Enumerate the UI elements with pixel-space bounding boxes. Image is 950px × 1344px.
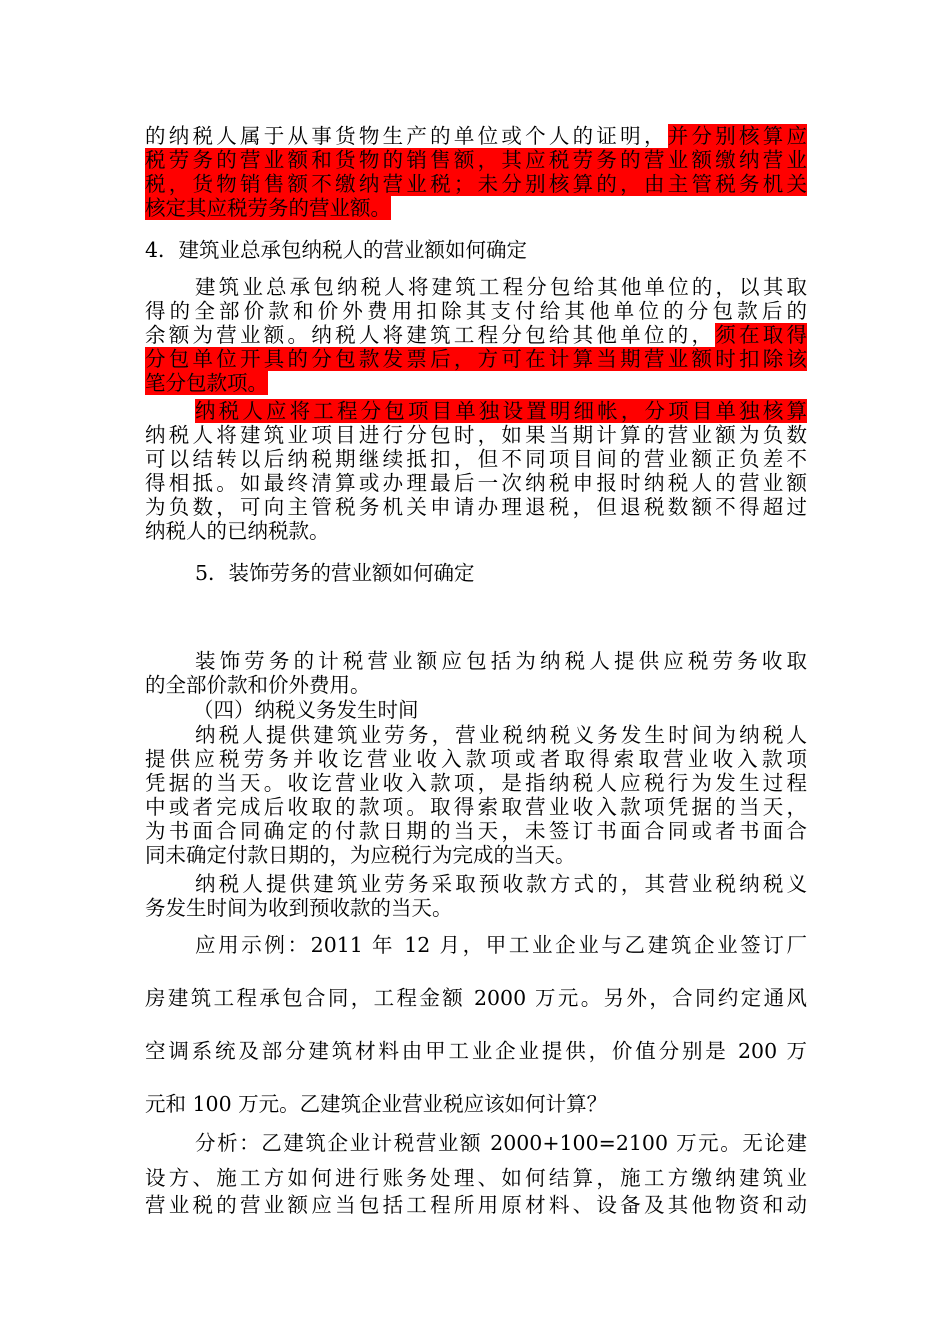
text-line: 元和 100 万元。乙建筑企业营业税应该如何计算？ (145, 1092, 608, 1116)
text-line (145, 371, 807, 395)
highlighted-text: 须在取得 (715, 323, 808, 347)
text-line: 纳税人的已纳税款。 (145, 519, 330, 543)
text-line: 为负数，可向主管税务机关申请办理退税，但退税数额不得超过 (145, 495, 807, 519)
highlighted-text: 笔分包款项。 (145, 371, 268, 395)
highlighted-text: 纳税人应将工程分包项目单独设置明细帐，分项目单独核算 (195, 399, 807, 423)
text-line: 可以结转以后纳税期继续抵扣，但不同项目间的营业额正负差不 (145, 447, 807, 471)
text-line: 凭据的当天。收讫营业收入款项，是指纳税人应税行为发生过程 (145, 771, 807, 795)
text-line: 建筑业总承包纳税人将建筑工程分包给其他单位的，以其取 (195, 275, 807, 299)
text-line: 提供应税劳务并收讫营业收入款项或者取得索取营业收入款项 (145, 747, 807, 771)
paragraph-4 (145, 649, 807, 697)
highlighted-text: 分包单位开具的分包款发票后，方可在计算当期营业额时扣除该 (145, 347, 807, 371)
text-line: 纳税人提供建筑业劳务，营业税纳税义务发生时间为纳税人 (195, 723, 807, 747)
highlighted-text: 税，货物销售额不缴纳营业税；未分别核算的，由主管税务机关 (145, 172, 807, 196)
highlighted-text: 税劳务的营业额和货物的销售额，其应税劳务的营业额缴纳营业 (145, 148, 807, 172)
text-line (145, 196, 807, 220)
text-line (145, 172, 807, 196)
text-line: 得相抵。如最终清算或办理最后一次纳税申报时纳税人的营业额 (145, 471, 807, 495)
paragraph-5 (145, 723, 807, 867)
text-line: 的纳税人属于从事货物生产的单位或个人的证明，并分别核算应 (145, 124, 807, 148)
text-line: 纳税人提供建筑业劳务采取预收款方式的，其营业税纳税义 (195, 872, 807, 896)
text-line: 房建筑工程承包合同，工程金额 2000 万元。另外，合同约定通风 (145, 986, 807, 1010)
paragraph-2 (145, 275, 807, 395)
text-line: 同未确定付款日期的，为应税行为完成的当天。 (145, 843, 576, 867)
text-line: 装饰劳务的计税营业额应包括为纳税人提供应税劳务收取 (195, 649, 807, 673)
text-line: 中或者完成后收取的款项。取得索取营业收入款项凭据的当天， (145, 795, 807, 819)
text-line: 务发生时间为收到预收款的当天。 (145, 896, 453, 920)
text-line: 纳税人将建筑业项目进行分包时，如果当期计算的营业额为负数 (145, 423, 807, 447)
paragraph-1 (145, 124, 807, 220)
text-line (145, 148, 807, 172)
text-line (145, 347, 807, 371)
text-line: 分析：乙建筑企业计税营业额 2000+100=2100 万元。无论建 (195, 1131, 807, 1155)
text-line: 为书面合同确定的付款日期的当天，未签订书面合同或者书面合 (145, 819, 807, 843)
highlighted-text: 并分别核算应 (667, 124, 807, 148)
text-line: 营业税的营业额应当包括工程所用原材料、设备及其他物资和动 (145, 1193, 807, 1217)
text-line: 的全部价款和价外费用。 (145, 673, 371, 697)
section-heading: （四）纳税义务发生时间 (193, 698, 419, 722)
heading-5: 5．装饰劳务的营业额如何确定 (195, 561, 475, 585)
analysis-paragraph (145, 1128, 807, 1223)
paragraph-3 (145, 399, 807, 543)
text-line: 得的全部价款和价外费用扣除其支付给其他单位的分包款后的 (145, 299, 807, 323)
paragraph-6 (145, 872, 807, 920)
text-line: 设方、施工方如何进行账务处理、如何结算，施工方缴纳建筑业 (145, 1166, 807, 1190)
example-paragraph (145, 930, 807, 1142)
text-line: 空调系统及部分建筑材料由甲工业企业提供，价值分别是 200 万 (145, 1039, 807, 1063)
text-line: 应用示例：2011 年 12 月，甲工业企业与乙建筑企业签订厂 (195, 933, 807, 957)
heading-4: 4．建筑业总承包纳税人的营业额如何确定 (145, 238, 528, 262)
highlighted-text: 核定其应税劳务的营业额。 (145, 196, 391, 220)
text-line: 余额为营业额。纳税人将建筑工程分包给其他单位的，须在取得 (145, 323, 808, 347)
text-line (145, 399, 807, 423)
